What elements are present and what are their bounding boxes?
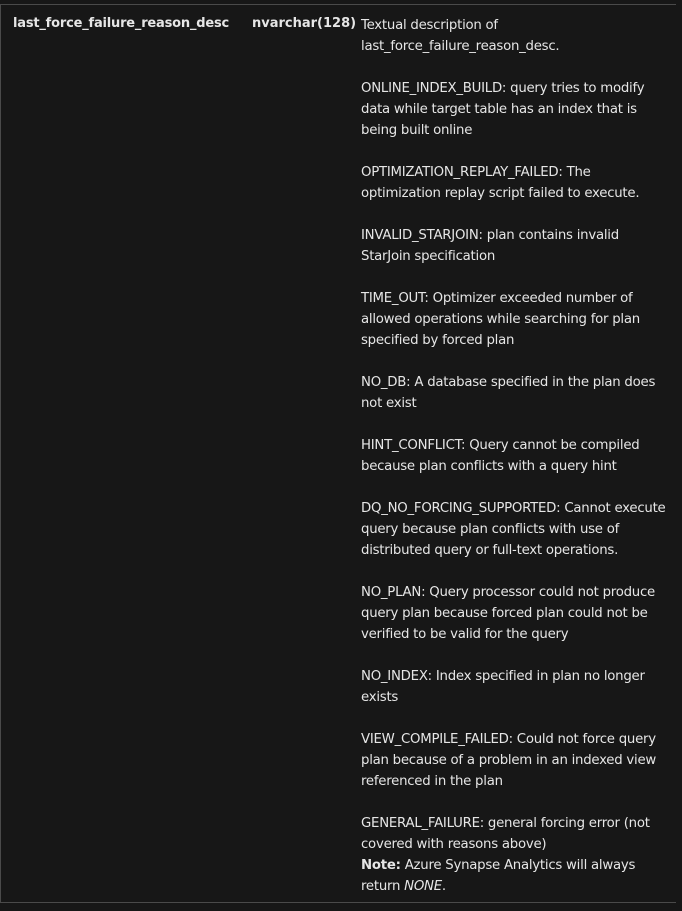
description-cell (361, 15, 671, 897)
reason-dq-no-forcing-supported: DQ_NO_FORCING_SUPPORTED: Cannot execute query because plan conflicts with use of distributed query or full-text operations. (361, 501, 666, 558)
reason-no-index: NO_INDEX: Index specified in plan no longer exists (361, 669, 645, 705)
note-value: NONE (404, 879, 442, 894)
reference-table (0, 4, 676, 903)
data-type-cell: nvarchar(128) (252, 16, 357, 31)
reason-no-plan: NO_PLAN: Query processor could not produce query plan because forced plan could not be verified to be valid for the query (361, 585, 655, 642)
reason-invalid-starjoin: INVALID_STARJOIN: plan contains invalid StarJoin specification (361, 228, 619, 264)
reason-general-failure: GENERAL_FAILURE: general forcing error (not covered with reasons above) (361, 816, 650, 852)
note-label: Note: (361, 858, 401, 873)
note-end: . (441, 879, 446, 894)
reason-hint-conflict: HINT_CONFLICT: Query cannot be compiled because plan conflicts with a query hint (361, 438, 640, 474)
reason-no-db: NO_DB: A database specified in the plan does not exist (361, 375, 656, 411)
reason-online-index-build: ONLINE_INDEX_BUILD: query tries to modify data while target table has an index that is being built online (361, 81, 645, 138)
reason-time-out: TIME_OUT: Optimizer exceeded number of allowed operations while searching for plan specified by forced plan (361, 291, 640, 348)
reason-view-compile-failed: VIEW_COMPILE_FAILED: Could not force query plan because of a problem in an indexed view referenced in the plan (361, 732, 657, 789)
reason-optimization-replay-failed: OPTIMIZATION_REPLAY_FAILED: The optimization replay script failed to execute. (361, 165, 640, 201)
note-paragraph (361, 855, 671, 897)
column-name-cell: last_force_failure_reason_desc (13, 16, 230, 31)
note-text: Azure Synapse Analytics will always return (361, 858, 636, 894)
description-paragraph: Textual description of last_force_failure_reason_desc. (361, 18, 560, 54)
